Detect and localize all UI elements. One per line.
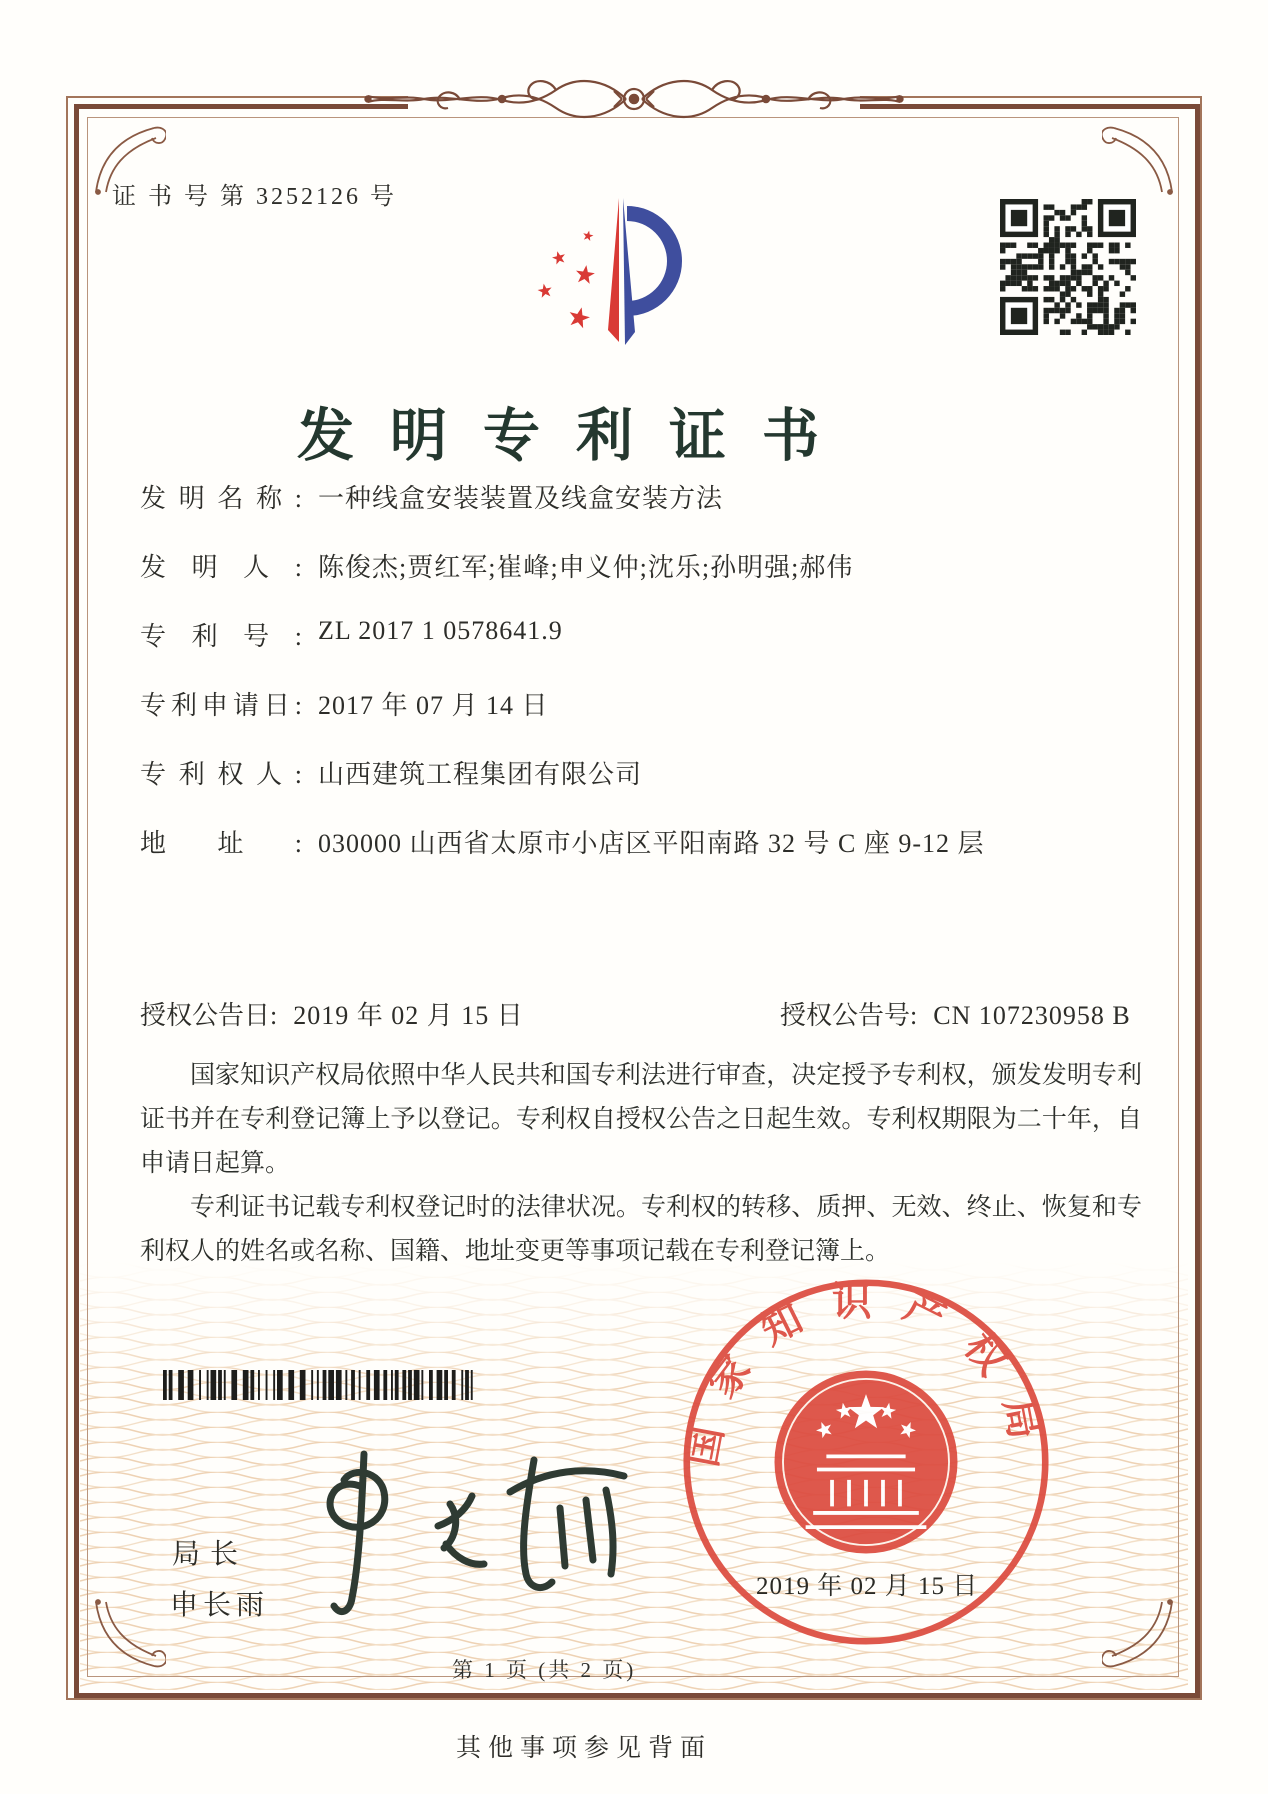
signatory-title: 局长	[172, 1539, 249, 1570]
seal-date: 2019 年 02 月 15 日	[756, 1573, 979, 1600]
seal-arc-text: 国家知识产权局	[680, 1280, 1052, 1471]
field-label: 发明名称:	[140, 484, 302, 513]
cnipa-logo-icon	[533, 190, 705, 350]
grant-number-value: CN 107230958 B	[933, 1001, 1131, 1030]
corner-flourish	[1102, 1598, 1176, 1672]
field-label: 发明人:	[140, 553, 302, 582]
certificate-title: 发明专利证书	[297, 405, 855, 468]
field-value: 030000 山西省太原市小店区平阳南路 32 号 C 座 9-12 层	[318, 829, 985, 858]
legal-paragraph: 专利证书记载专利权登记时的法律状况。专利权的转移、质押、无效、终止、恢复和专利权人的姓名或名称、国籍、地址变更等事项记载在专利登记簿上。	[140, 1194, 1142, 1265]
legal-text	[140, 1054, 1142, 1274]
corner-flourish	[1102, 122, 1176, 196]
corner-flourish	[92, 1598, 166, 1672]
grant-date-value: 2019 年 02 月 15 日	[293, 1001, 524, 1030]
back-side-note: 其他事项参见背面	[455, 1735, 712, 1762]
field-value: 2017 年 07 月 14 日	[318, 691, 549, 720]
field-label: 专利申请日:	[140, 691, 302, 720]
barcode	[163, 1370, 479, 1400]
handwritten-signature	[298, 1446, 638, 1646]
qr-code	[1000, 199, 1136, 335]
page-indicator: 第 1 页 (共 2 页)	[452, 1658, 637, 1682]
certificate-number: 证 书 号 第 3252126 号	[112, 184, 397, 210]
grant-date-label: 授权公告日:	[140, 1001, 278, 1030]
field-value: 山西建筑工程集团有限公司	[318, 760, 643, 789]
field-value: 一种线盒安装装置及线盒安装方法	[318, 484, 724, 513]
legal-paragraph: 国家知识产权局依照中华人民共和国专利法进行审查，决定授予专利权，颁发发明专利证书并在专利登记簿上予以登记。专利权自授权公告之日起生效。专利权期限为二十年，自申请日起算。	[140, 1062, 1142, 1177]
field-row-inventors	[140, 547, 853, 584]
field-value: ZL 2017 1 0578641.9	[318, 616, 563, 645]
field-value: 陈俊杰;贾红军;崔峰;申义仲;沈乐;孙明强;郝伟	[318, 553, 854, 582]
field-row-patent-number	[140, 616, 563, 653]
grant-row	[140, 995, 1131, 1032]
grant-number-label: 授权公告号:	[780, 1001, 918, 1030]
signatory-name: 申长雨	[170, 1590, 270, 1621]
field-label: 专利号:	[140, 622, 302, 651]
field-row-invention-name	[140, 478, 723, 515]
field-label: 地址:	[140, 829, 302, 858]
field-row-application-date	[140, 685, 549, 722]
field-row-address	[140, 823, 985, 860]
top-ornament	[364, 70, 904, 128]
field-row-patentee	[140, 754, 642, 791]
official-seal	[666, 1262, 1066, 1662]
field-label: 专利权人:	[140, 760, 302, 789]
